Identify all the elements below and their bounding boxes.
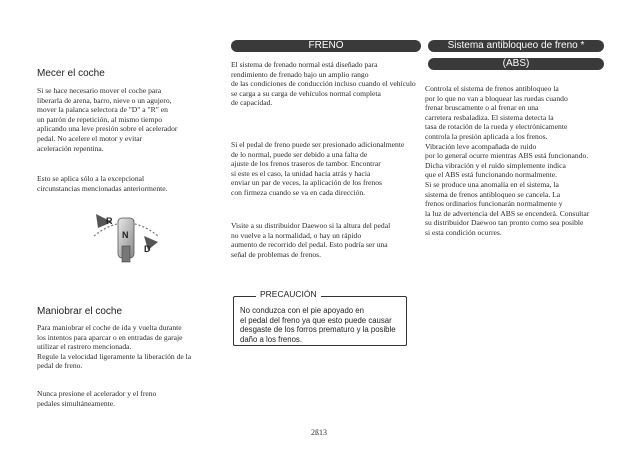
brake-header: FRENO [231,40,421,52]
abs-header: Sistema antibloqueo de freno * [428,40,604,52]
maneuvering-paragraph: Para maniobrar el coche de ida y vuelta durante los intentos para aparcar o en entradas de garaje utilizar el rastrero mencionada. Regule la velocidad ligeramente la liberación de la pedal de freno. [37,323,192,371]
gear-shifter-illustration [88,206,164,264]
brake-system-paragraph: El sistema de frenado normal está diseñado para rendimiento de frenado bajo un amplio rango de las condiciones de conducción incluso cuando el vehículo se carga a su carga de vehículos normal completa de capacidad. [231,60,416,108]
section-title-rocking: Mecer el coche [37,68,105,79]
maneuvering-warning-paragraph: Nunca presione el acelerador y el freno pedales simultáneamente. [37,389,157,408]
brake-dealer-paragraph: Visite a su distribuidor Daewoo si la altura del pedal no vuelve a la normalidad, o hay un rápido aumento de recorrido del pedal. Esto podría ser una señal de problemas de frenos. [231,221,391,259]
section-title-maneuvering: Maniobrar el coche [37,306,123,317]
rocking-note-paragraph: Esto se aplica sólo a la excepcional circunstancias mencionadas anteriormente. [37,174,168,193]
rocking-paragraph: Si se hace necesario mover el coche para liberarla de arena, barro, nieve o un agujero, mover la palanca selectora de "D" a "R" en un patrón de repetición, al mismo tiempo aplicando una leve presión sobre el acelerador pedal. No acelere el motor y evitar aceleración repentina. [37,86,178,153]
abs-subheader: (ABS) [428,58,604,70]
gear-label-d: D [144,244,151,254]
page-number: 2ß13 [311,428,327,437]
caution-text: No conduzca con el pie apoyado en el pedal del freno ya que esto puede causar desgaste de los forros prematuro y la posible daño a los frenos. [240,306,396,344]
brake-pedal-paragraph: Si el pedal de freno puede ser presionado adicionalmente de lo normal, puede ser debido a una falta de ajuste de los frenos traseros de tambor. Encontrar si este es el caso, la unidad hacia atrás y hacia enviar un par de veces, la aplicación de los frenos con firmeza cuando se va en cada dirección. [231,140,405,197]
caution-label: PRECAUCIÓN [256,289,321,299]
gear-label-r: R [106,216,113,226]
abs-paragraph: Controla el sistema de frenos antibloqueo la por lo que no van a bloquear las ruedas cuando frenar bruscamente o al frenar en una carretera resbaladiza. El sistema detecta la tasa de rotación de la rueda y electrónicamente controla la presión aplicada a los frenos. Vibración leve acompañada de ruido por lo general ocurre mientras ABS está funcionando. Dicha vibración y el ruido simplemente indica que el ABS está funcionando normalmente. Si se produce una anomalía en el sistema, la sistema de frenos antibloqueo se cancela. La frenos ordinarios funcionarán normalmente y la luz de advertencia del ABS se encenderá. Consultar su distribuidor Daewoo tan pronto como sea posible si esta condición ocurres. [425,84,590,237]
gear-label-n: N [122,230,129,240]
